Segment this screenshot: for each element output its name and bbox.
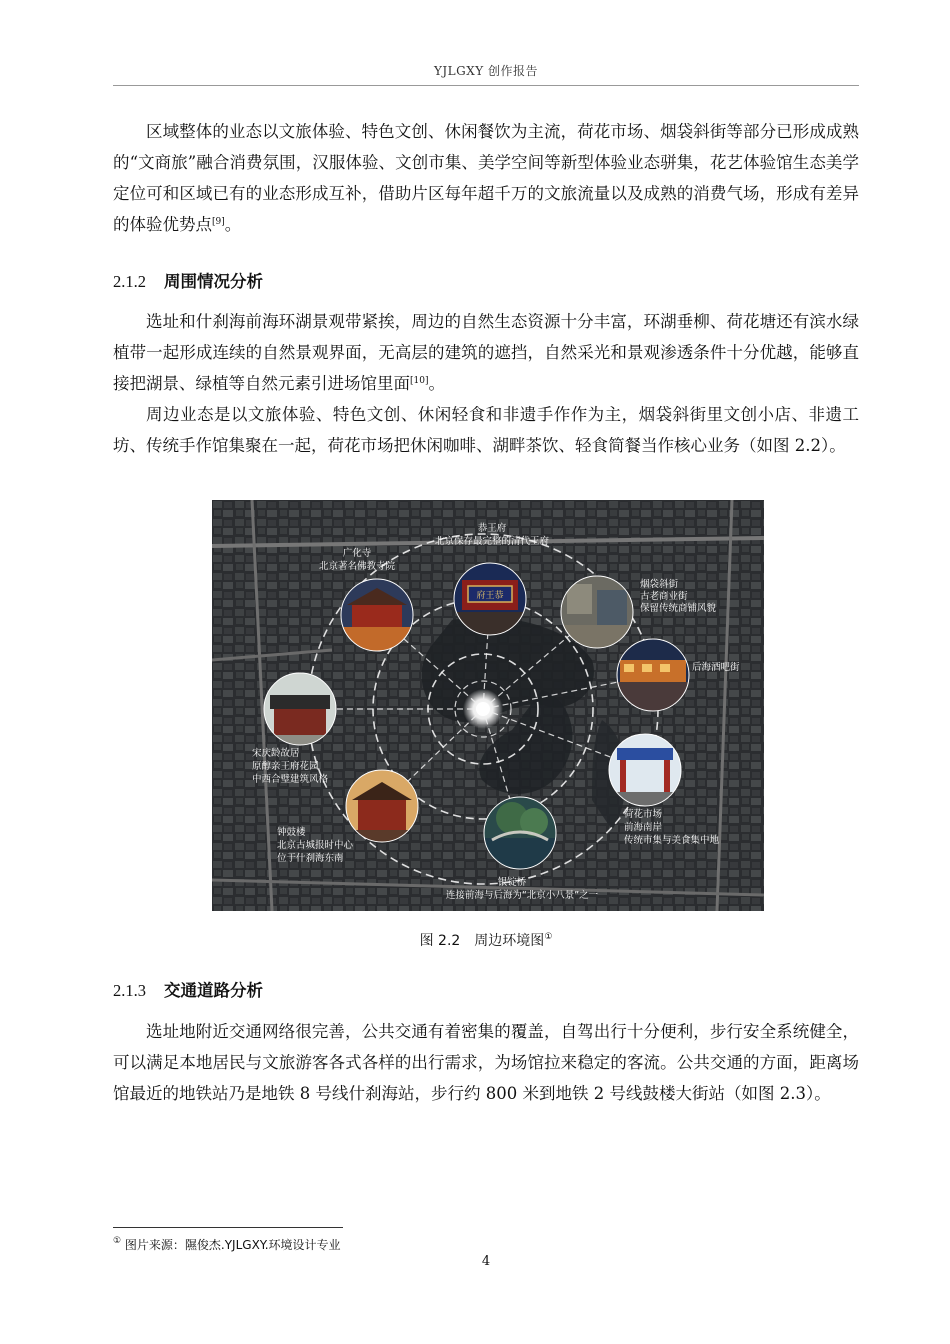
svg-text:北京古城报时中心: 北京古城报时中心 bbox=[277, 840, 354, 851]
svg-text:北京著名佛教寺院: 北京著名佛教寺院 bbox=[318, 561, 396, 572]
header-title: YJLGXY 创作报告 bbox=[433, 64, 539, 78]
page-header bbox=[113, 62, 859, 86]
photo-yandaixiejie bbox=[561, 576, 633, 648]
citation-ref: [10] bbox=[410, 376, 429, 386]
photo-zhonggulou bbox=[346, 770, 418, 842]
paragraph-traffic: 选址地附近交通网络很完善，公共交通有着密集的覆盖，自驾出行十分便利，步行安全系统健全，可以满足本地居民与文旅游客各式各样的出行需求，为场馆拉来稳定的客流。公共交通的方面，距离场馆最近的地铁站乃是地铁 8 号线什刹海站，步行约 800 米到地铁 2 号线鼓楼大街站（如图 2.3）。 bbox=[113, 1022, 859, 1103]
surroundings-map-figure bbox=[212, 500, 764, 911]
paragraph-business: 区域整体的业态以文旅体验、特色文创、休闲餐饮为主流，荷花市场、烟袋斜街等部分已形成成熟的“文商旅”融合消费氛围，汉服体验、文创市集、美学空间等新型体验业态骈集，花艺体验馆生态美学定位可和区域已有的业态形成互补，借助片区每年超千万的文旅流量以及成熟的消费气场，形成有差异的体验优势点[9]。 bbox=[113, 122, 859, 234]
svg-text:后海酒吧街: 后海酒吧街 bbox=[692, 662, 740, 673]
svg-text:古老商业街: 古老商业街 bbox=[640, 591, 688, 602]
section-heading-2-1-2: 2.1.2 周围情况分析 bbox=[113, 272, 263, 291]
label-houhai bbox=[692, 661, 740, 673]
photo-songqingling bbox=[264, 673, 336, 745]
svg-text:荷花市场: 荷花市场 bbox=[624, 809, 663, 820]
svg-text:传统市集与美食集中地: 传统市集与美食集中地 bbox=[624, 835, 720, 846]
svg-text:连接前海与后海为“北京小八景”之一: 连接前海与后海为“北京小八景”之一 bbox=[445, 890, 599, 901]
svg-text:中西合璧建筑风格: 中西合璧建筑风格 bbox=[252, 774, 329, 785]
figure-caption: 图 2.2 周边环境图① bbox=[419, 932, 553, 949]
page-number: 4 bbox=[481, 1254, 491, 1269]
section-heading-2-1-3: 2.1.3 交通道路分析 bbox=[113, 981, 263, 1000]
svg-text:保留传统商铺风貌: 保留传统商铺风貌 bbox=[640, 603, 717, 614]
svg-text:北京保存最完整的清代王府: 北京保存最完整的清代王府 bbox=[434, 536, 550, 547]
photo-hehua-market bbox=[609, 734, 681, 806]
svg-text:烟袋斜街: 烟袋斜街 bbox=[640, 579, 679, 590]
svg-text:原醇亲王府花园: 原醇亲王府花园 bbox=[252, 761, 319, 772]
svg-text:前海南岸: 前海南岸 bbox=[624, 822, 663, 833]
footnote: ① 图片来源：隰俊杰.YJLGXY.环境设计专业 bbox=[113, 1236, 341, 1252]
svg-text:银锭桥: 银锭桥 bbox=[497, 877, 527, 888]
paragraph-surroundings: 选址和什刹海前海环湖景观带紧挨，周边的自然生态资源十分丰富，环湖垂柳、荷花塘还有滨水绿植带一起形成连续的自然景观界面，无高层的建筑的遮挡，自然采光和景观渗透条件十分优越，能够直接把湖景、绿植等自然元素引进场馆里面[10]。 bbox=[113, 312, 859, 393]
svg-text:恭王府: 恭王府 bbox=[477, 523, 507, 534]
paragraph-nearby-business: 周边业态是以文旅体验、特色文创、休闲轻食和非遗手作作为主，烟袋斜街里文创小店、非遗工坊、传统手作馆集聚在一起，荷花市场把休闲咖啡、湖畔茶饮、轻食简餐当作核心业务（如图 2.2）。 bbox=[113, 405, 859, 455]
svg-text:府王恭: 府王恭 bbox=[476, 591, 504, 601]
svg-text:广化寺: 广化寺 bbox=[342, 548, 372, 559]
citation-ref: [9] bbox=[212, 217, 225, 227]
photo-yindingqiao bbox=[484, 797, 556, 869]
photo-houhai-bar-street bbox=[617, 639, 689, 711]
svg-text:宋庆龄故居: 宋庆龄故居 bbox=[252, 748, 300, 759]
footnote-divider bbox=[113, 1227, 343, 1228]
photo-gongwangfu bbox=[454, 563, 526, 635]
map-image bbox=[212, 500, 764, 911]
svg-text:钟鼓楼: 钟鼓楼 bbox=[277, 827, 306, 838]
photo-guanghuasi bbox=[341, 579, 413, 651]
footnote-mark: ① bbox=[544, 932, 553, 942]
svg-text:位于什刹海东南: 位于什刹海东南 bbox=[277, 853, 344, 864]
